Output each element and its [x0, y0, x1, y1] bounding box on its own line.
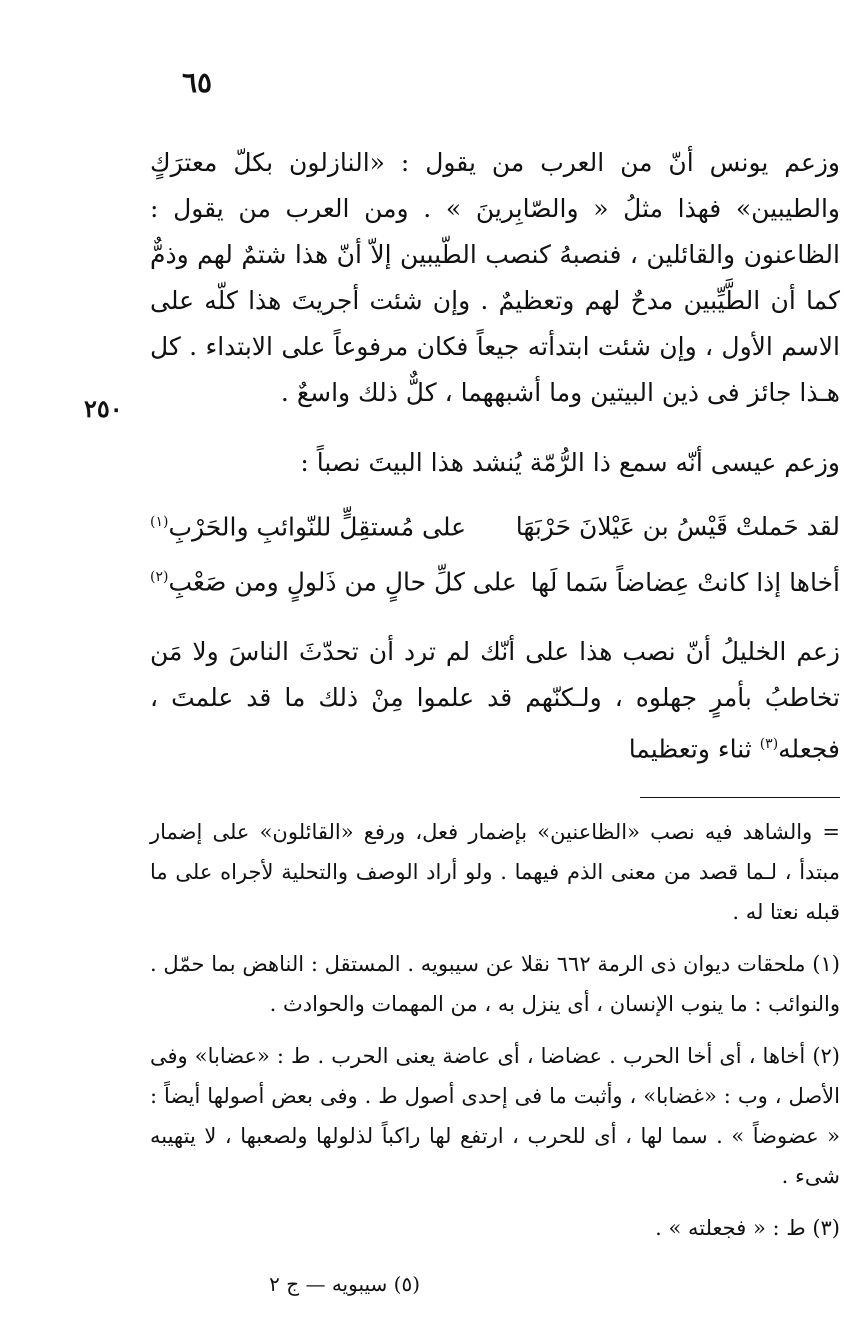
verse-2-second-hemistich	[150, 555, 517, 604]
signature-line: (٥) سيبويه — ج ٢	[269, 1272, 420, 1296]
page-number: ٦٥	[182, 66, 213, 99]
paragraph-1: وزعم يونس أنّ من العرب من يقول : «النازلون بكلّ معترَكٍ والطيبين» فهذا مثلُ « والصّابِرينَ » . ومن العرب من يقول : الظاعنون والقائلين ، فنصبهُ كنصب الطّيبين إلاّ أنّ هذا شتمٌ لهم وذمٌّ كما أن الطَّيِّبين مدحٌ لهم وتعظيمٌ . وإن شئت أجريتَ هذا كلّه على الاسم الأول ، وإن شئت ابتدأته جيعاً فكان مرفوعاً على الابتداء . كل هـذا جائز فى ذين البيتين وما أشبههما ، كلٌّ ذلك واسعٌ .	[150, 148, 840, 407]
footnote-3: (٣) ط : « فجعلته » .	[655, 1216, 840, 1240]
footnote-mark-1: (١)	[150, 514, 169, 530]
verse-line-1	[150, 500, 840, 549]
footnote-continued: = والشاهد فيه نصب «الظاعنين» بإضمار فعل، ورفع «القائلون» على إضمار مبتدأ ، لـما قصد من معنى الذم فيهما . ولو أراد الوصف والتحلية لأجراه على ما قبله نعتا له .	[150, 820, 840, 924]
paragraph-3-text-b: ثناء وتعظيما	[628, 733, 752, 763]
verse-1-first-hemistich: لقد حَملتْ قَيْسُ بن عَيْلانَ حَرْبَهَا	[515, 512, 840, 542]
footnote-2: (٢) أخاها ، أى أخا الحرب . عضاضا ، أى عاضة يعنى الحرب . ط : «عضابا» وفى الأصل ، وب : «غضابا» ، وأثبت ما فى إحدى أصول ط . وفى بعض أصولها أيضاً : « عضوضاً » . سما لها ، أى للحرب ، ارتفع لها راكباً لذلولها ولصعبها ، لا يتهيبه شىء .	[150, 1044, 840, 1188]
verse-2-second-text: على كلِّ حالٍ من ذَلولٍ ومن صَعْبِ	[168, 567, 517, 597]
verse-line-2	[150, 555, 840, 604]
verse-1-second-hemistich	[150, 500, 466, 549]
verse-2-first-hemistich: أخاها إذا كانتْ عِضاضاً سَما لَها	[530, 567, 840, 597]
paragraph-3-text-a: زعم الخليلُ أنّ نصب هذا على أنّك لم ترد أن تحدّثَ الناسَ ولا مَن تخاطبُ بأمرٍ جهلوه ، ولـكنّهم قد علموا مِنْ ذلك ما قد علمتَ ، فجعله	[150, 636, 840, 763]
footnote-1: (١) ملحقات ديوان ذى الرمة ٦٦٢ نقلا عن سيبويه . المستقل : الناهض بما حمّل . والنوائب : ما ينوب الإنسان ، أى ينزل به ، من المهمات والحوادث .	[150, 952, 840, 1016]
footnote-mark-3: (٣)	[759, 735, 779, 752]
footnote-mark-2: (٢)	[150, 569, 169, 586]
verse-1-second-text: على مُستقِلٍّ للنّوائبِ والحَرْبِ	[168, 512, 467, 542]
footnote-divider	[640, 797, 840, 798]
paragraph-3	[150, 629, 840, 772]
paragraph-2: وزعم عيسى أنّه سمع ذا الرُّمّة يُنشد هذا البيتَ نصباً :	[300, 448, 840, 477]
main-text	[150, 140, 840, 772]
footnotes	[150, 812, 840, 1248]
margin-number: ٢٥٠	[84, 394, 123, 423]
